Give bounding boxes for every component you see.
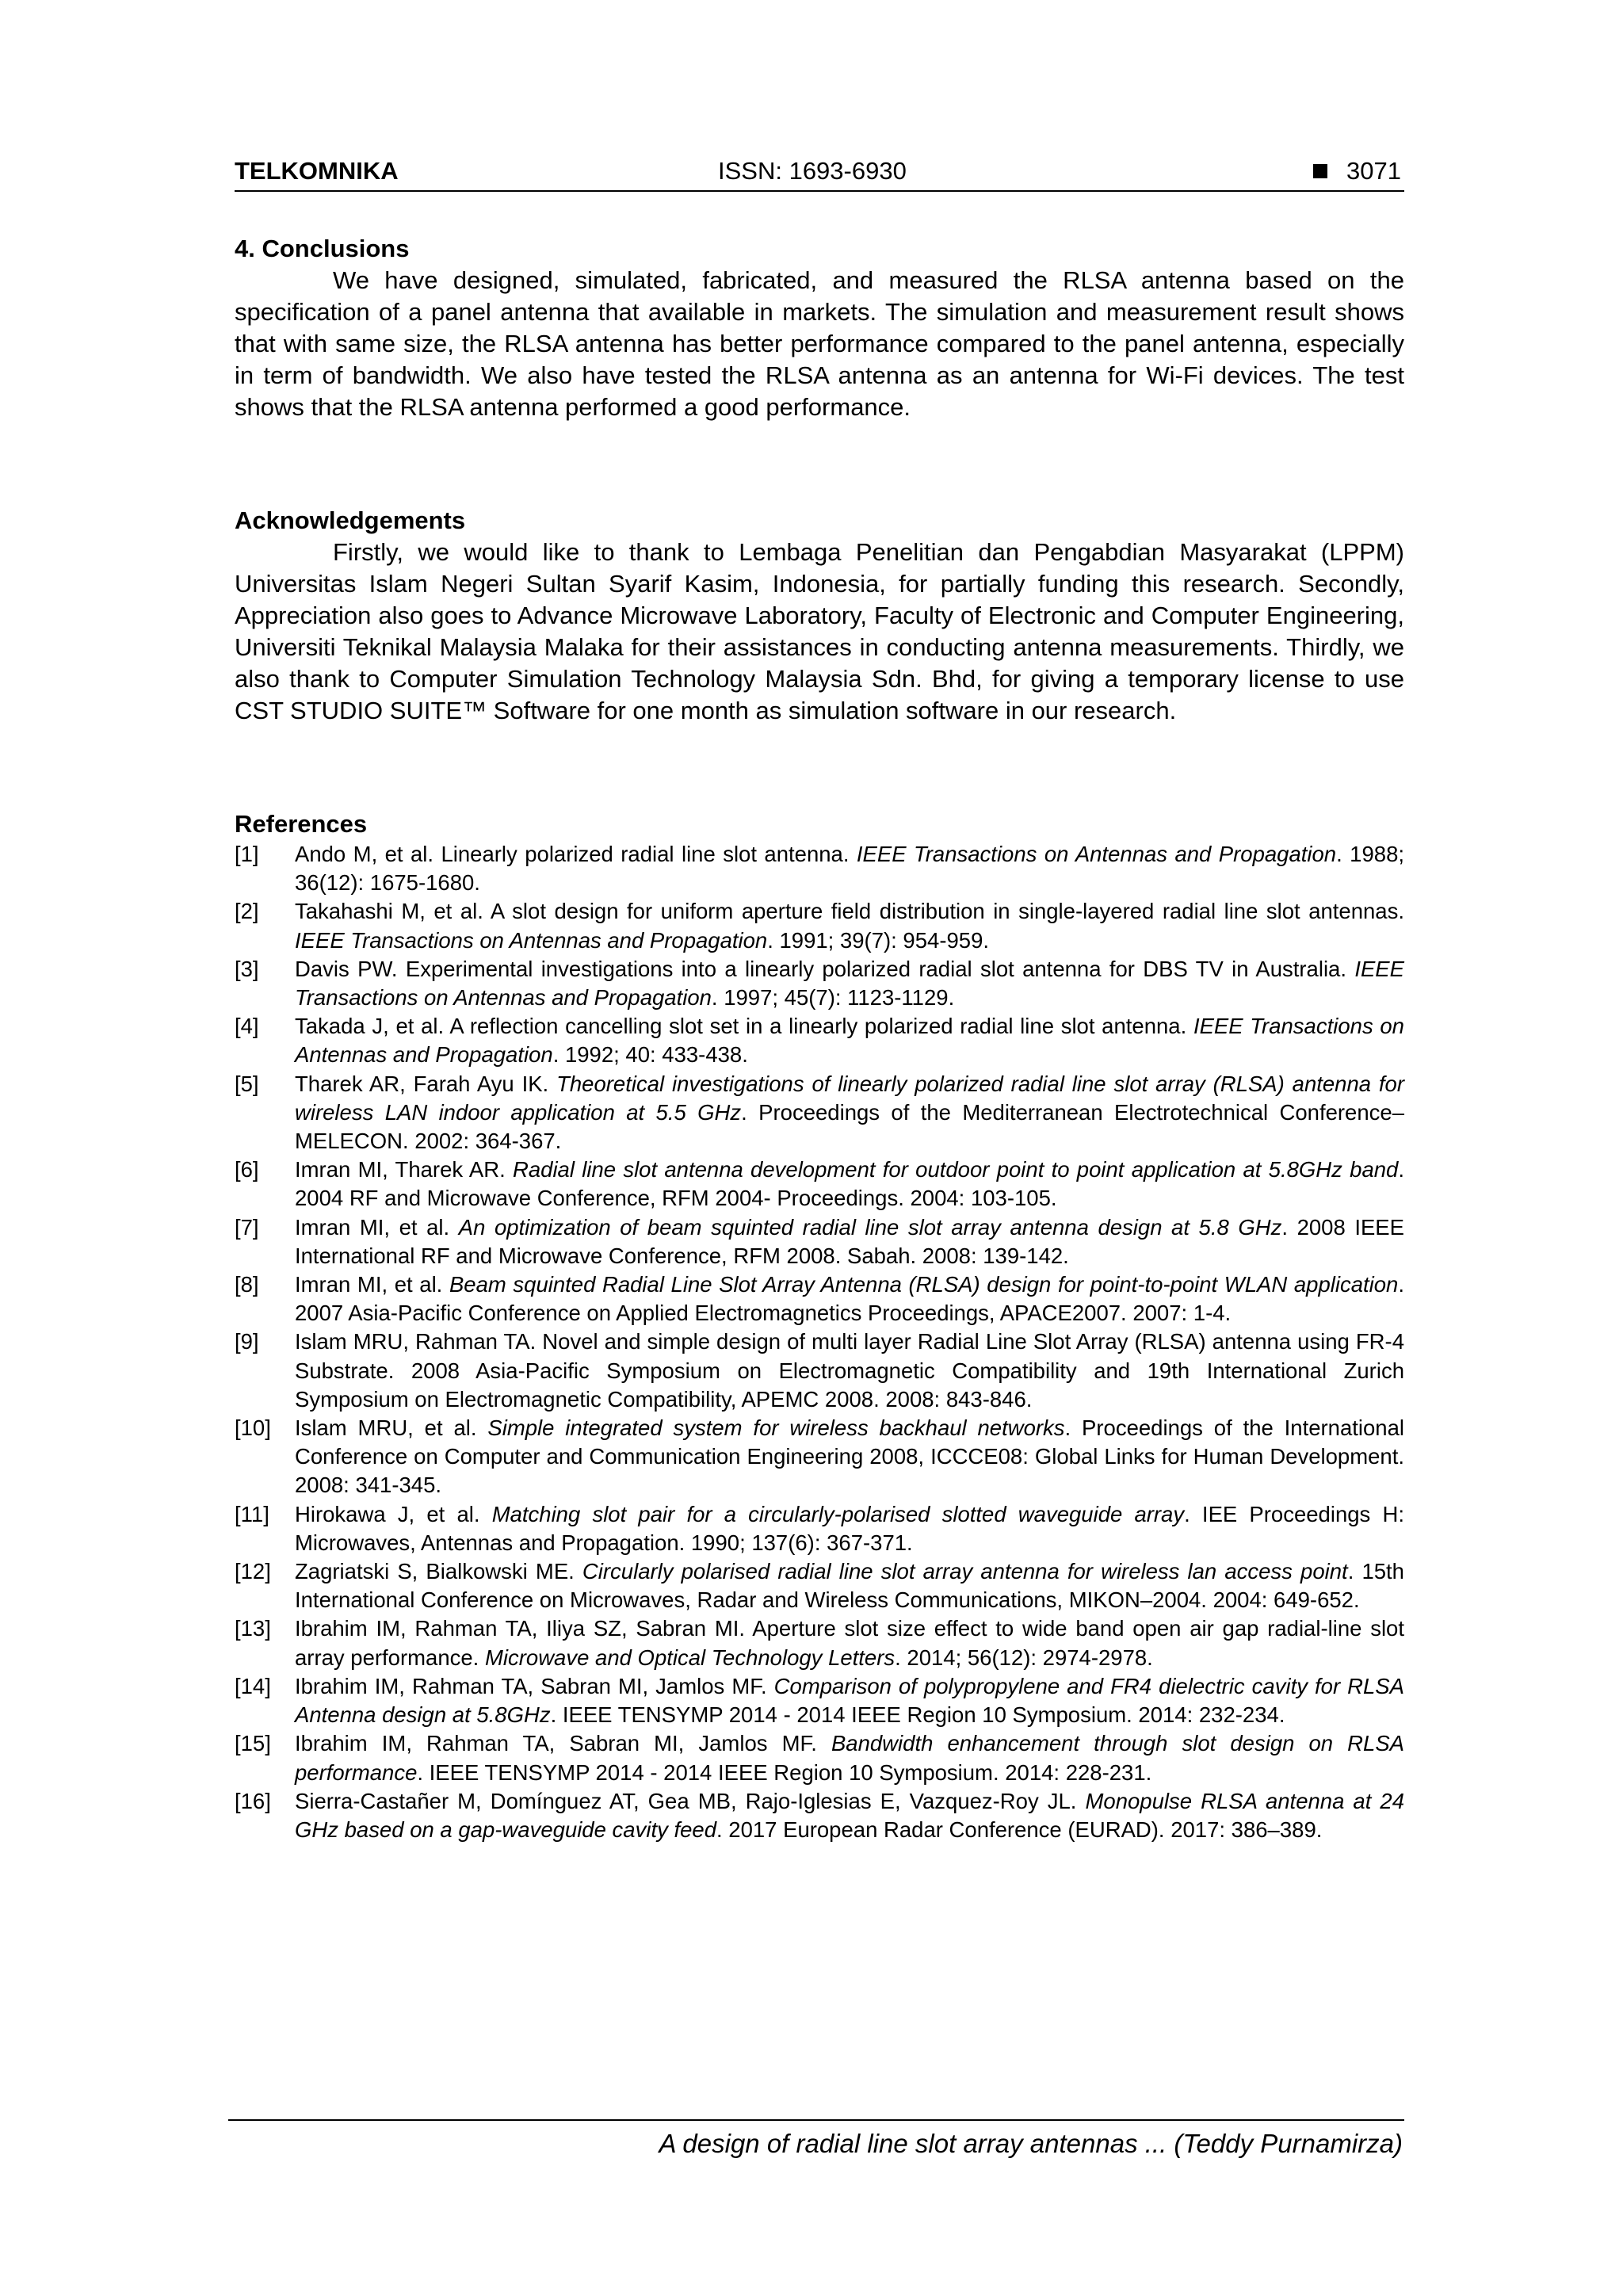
reference-number: [1] bbox=[235, 842, 259, 866]
reference-item bbox=[235, 1614, 1404, 1671]
reference-text: Imran MI, et al. Beam squinted Radial Line Slot Array Antenna (RLSA) design for point-to-point WLAN application. 2007 Asia-Pacific Conference on Applied Electromagnetics Proceedings, APACE2007. 2007: 1-4. bbox=[295, 1272, 1404, 1326]
reference-item bbox=[235, 1729, 1404, 1786]
square-bullet-icon bbox=[1313, 164, 1327, 178]
acknowledgements-heading: Acknowledgements bbox=[235, 506, 466, 534]
reference-item bbox=[235, 1557, 1404, 1614]
footer-title: A design of radial line slot array antennas ... (Teddy Purnamirza) bbox=[659, 2129, 1403, 2158]
reference-text: Sierra-Castañer M, Domínguez AT, Gea MB, Rajo-Iglesias E, Vazquez-Roy JL. Monopulse RLSA antenna at 24 GHz based on a gap-waveguide cavity feed. 2017 European Radar Conference (EURAD). 2017: 386–389. bbox=[295, 1788, 1405, 1842]
running-header bbox=[235, 155, 1404, 192]
reference-number: [10] bbox=[235, 1415, 271, 1441]
reference-item bbox=[235, 1156, 1404, 1213]
reference-text: Ibrahim IM, Rahman TA, Iliya SZ, Sabran MI. Aperture slot size effect to wide band open air gap radial-line slot array performance. Microwave and Optical Technology Letters. 2014; 56(12): 2974-2978. bbox=[295, 1616, 1404, 1670]
reference-item bbox=[235, 955, 1404, 1012]
conclusions-section bbox=[235, 233, 1404, 423]
reference-text: Ibrahim IM, Rahman TA, Sabran MI, Jamlos MF. Comparison of polypropylene and FR4 dielectric cavity for RLSA Antenna design at 5.8GHz. IEEE TENSYMP 2014 - 2014 IEEE Region 10 Symposium. 2014: 232-234. bbox=[295, 1673, 1404, 1728]
reference-number: [9] bbox=[235, 1329, 259, 1354]
reference-number: [3] bbox=[235, 956, 259, 981]
reference-item bbox=[235, 1414, 1404, 1500]
reference-text: Imran MI, et al. An optimization of beam squinted radial line slot array antenna design at 5.8 GHz. 2008 IEEE International RF and Microwave Conference, RFM 2008. Sabah. 2008: 139-142. bbox=[295, 1214, 1404, 1268]
references-heading: References bbox=[235, 810, 368, 838]
reference-number: [7] bbox=[235, 1214, 259, 1240]
reference-number: [6] bbox=[235, 1157, 259, 1182]
reference-text: Islam MRU, et al. Simple integrated system for wireless backhaul networks. Proceedings of the International Conference on Computer and Communication Engineering 2008, ICCCE08: Global Links for Human Development. 2008: 341-345. bbox=[295, 1415, 1405, 1498]
reference-text: Davis PW. Experimental investigations into a linearly polarized radial slot antenna for DBS TV in Australia. IEEE Transactions on Antennas and Propagation. 1997; 45(7): 1123-1129. bbox=[295, 956, 1404, 1010]
journal-name: TELKOMNIKA bbox=[235, 157, 399, 185]
reference-text: Imran MI, Tharek AR. Radial line slot antenna development for outdoor point to point application at 5.8GHz band. 2004 RF and Microwave Conference, RFM 2004- Proceedings. 2004: 103-105. bbox=[295, 1157, 1404, 1211]
reference-number: [5] bbox=[235, 1071, 259, 1096]
reference-item bbox=[235, 1012, 1404, 1069]
reference-text: Ibrahim IM, Rahman TA, Sabran MI, Jamlos MF. Bandwidth enhancement through slot design on RLSA performance. IEEE TENSYMP 2014 - 2014 IEEE Region 10 Symposium. 2014: 228-231. bbox=[295, 1731, 1405, 1785]
reference-number: [14] bbox=[235, 1673, 271, 1698]
reference-number: [2] bbox=[235, 899, 259, 924]
reference-item bbox=[235, 1213, 1404, 1270]
reference-item bbox=[235, 897, 1404, 954]
conclusions-heading: 4. Conclusions bbox=[235, 235, 410, 262]
reference-item bbox=[235, 1270, 1404, 1328]
reference-text: Takada J, et al. A reflection cancelling slot set in a linearly polarized radial line slot antenna. IEEE Transactions on Antennas and Propagation. 1992; 40: 433-438. bbox=[295, 1014, 1404, 1068]
page-number: 3071 bbox=[1346, 157, 1401, 185]
reference-item bbox=[235, 1500, 1404, 1557]
running-footer bbox=[228, 2119, 1404, 2159]
reference-item bbox=[235, 840, 1404, 897]
references-section bbox=[235, 808, 1404, 1844]
reference-text: Islam MRU, Rahman TA. Novel and simple design of multi layer Radial Line Slot Array (RLSA) antenna using FR-4 Substrate. 2008 Asia-Pacific Symposium on Electromagnetic Compatibility and 19th International Zurich Symposium on Electromagnetic Compatibility, APEMC 2008. 2008: 843-846. bbox=[295, 1329, 1404, 1412]
reference-item bbox=[235, 1672, 1404, 1729]
reference-text: Zagriatski S, Bialkowski ME. Circularly polarised radial line slot array antenna for wireless lan access point. 15th International Conference on Microwaves, Radar and Wireless Communications, MIKON–2004. 2004: 649-652. bbox=[295, 1559, 1404, 1613]
reference-item bbox=[235, 1070, 1404, 1156]
acknowledgements-paragraph: Firstly, we would like to thank to Lembaga Penelitian dan Pengabdian Masyarakat (LPPM) Universitas Islam Negeri Sultan Syarif Kasim, Indonesia, for partially funding this research. Secondly, Appreciation also goes to Advance Microwave Laboratory, Faculty of Electronic and Computer Engineering, Universiti Teknikal Malaysia Malaka for their assistances in conducting antenna measurements. Thirdly, we also thank to Computer Simulation Technology Malaysia Sdn. Bhd, for giving a temporary license to use CST STUDIO SUITE™ Software for one month as simulation software in our research. bbox=[235, 538, 1404, 724]
reference-text: Ando M, et al. Linearly polarized radial line slot antenna. IEEE Transactions on Antennas and Propagation. 1988; 36(12): 1675-1680. bbox=[295, 842, 1405, 896]
reference-number: [13] bbox=[235, 1616, 271, 1641]
reference-text: Hirokawa J, et al. Matching slot pair for a circularly-polarised slotted waveguide array. IEE Proceedings H: Microwaves, Antennas and Propagation. 1990; 137(6): 367-371. bbox=[295, 1501, 1404, 1555]
reference-item bbox=[235, 1328, 1404, 1414]
reference-number: [8] bbox=[235, 1272, 259, 1297]
reference-number: [4] bbox=[235, 1014, 259, 1039]
reference-number: [15] bbox=[235, 1731, 271, 1756]
conclusions-paragraph: We have designed, simulated, fabricated, and measured the RLSA antenna based on the specification of a panel antenna that available in markets. The simulation and measurement result shows that with same size, the RLSA antenna has better performance compared to the panel antenna, especially in term of bandwidth. We also have tested the RLSA antenna as an antenna for Wi-Fi devices. The test shows that the RLSA antenna performed a good performance. bbox=[235, 266, 1404, 421]
page-number-box bbox=[1313, 157, 1401, 185]
acknowledgements-section bbox=[235, 505, 1404, 727]
reference-number: [12] bbox=[235, 1559, 271, 1584]
reference-number: [16] bbox=[235, 1788, 271, 1813]
reference-number: [11] bbox=[235, 1501, 269, 1526]
reference-item bbox=[235, 1787, 1404, 1844]
reference-text: Tharek AR, Farah Ayu IK. Theoretical investigations of linearly polarized radial line slot array (RLSA) antenna for wireless LAN indoor application at 5.5 GHz. Proceedings of the Mediterranean Electrotechnical Conference–MELECON. 2002: 364-367. bbox=[295, 1071, 1405, 1154]
issn: ISSN: 1693-6930 bbox=[718, 157, 907, 185]
reference-text: Takahashi M, et al. A slot design for uniform aperture field distribution in single-layered radial line slot antennas. IEEE Transactions on Antennas and Propagation. 1991; 39(7): 954-959. bbox=[295, 899, 1404, 953]
reference-list bbox=[235, 840, 1404, 1844]
